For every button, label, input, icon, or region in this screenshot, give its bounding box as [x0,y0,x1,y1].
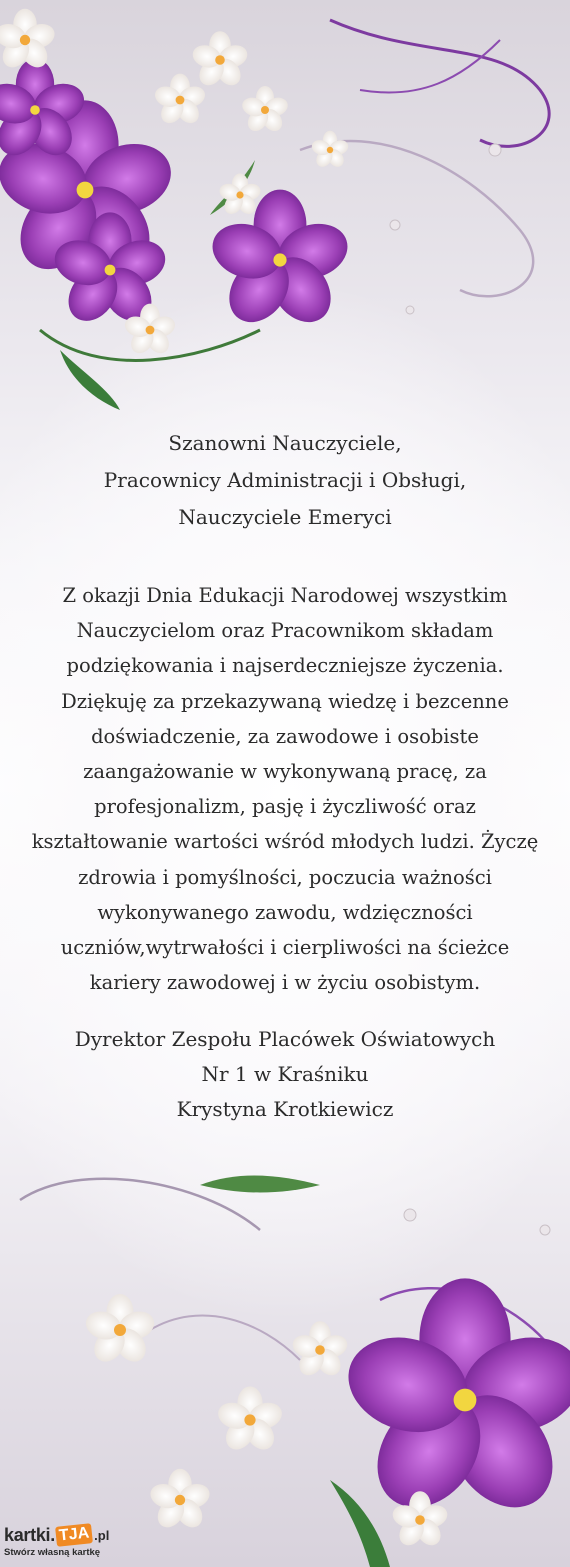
message-text: Z okazji Dnia Edukacji Narodowej wszystkim Nauczycielom oraz Pracownikom składam podziękowania i najserdeczniejsze życzenia. Dziękuję za przekazywaną wiedzę i bezcenne doświadczenie, za zawodowe i osobiste zaangażowanie w wykonywaną pracę, za profesjonalizm, pasję i życzliwość oraz kształtowanie wartości wśród młodych ludzi. Życzę zdrowia i pomyślności, poczucia ważności wykonywanego zawodu, wdzięczności uczniów,wytrwałości i cierpliwości na ścieżce kariery zawodowej i w życiu osobistym. [31,584,539,995]
brand-name: kartki. [4,1524,55,1545]
greeting-lines [30,425,540,536]
brand-tagline: Stwórz własną kartkę [4,1547,101,1558]
signature-line: Dyrektor Zespołu Placówek Oświatowych [74,1027,496,1051]
brand-logo-row [4,1523,116,1547]
signature-line: Krystyna Krotkiewicz [176,1097,394,1121]
brand-logo[interactable] [4,1523,116,1565]
signature-block [30,1022,540,1127]
brand-tld: .pl [94,1527,110,1543]
greeting-line: Szanowni Nauczyciele, [168,431,402,455]
brand-accent: TJA [55,1523,93,1547]
message-body [28,578,542,1000]
greeting-line: Pracownicy Administracji i Obsługi, [103,468,467,492]
greeting-line: Nauczyciele Emeryci [178,505,392,529]
signature-line: Nr 1 w Kraśniku [201,1062,369,1086]
